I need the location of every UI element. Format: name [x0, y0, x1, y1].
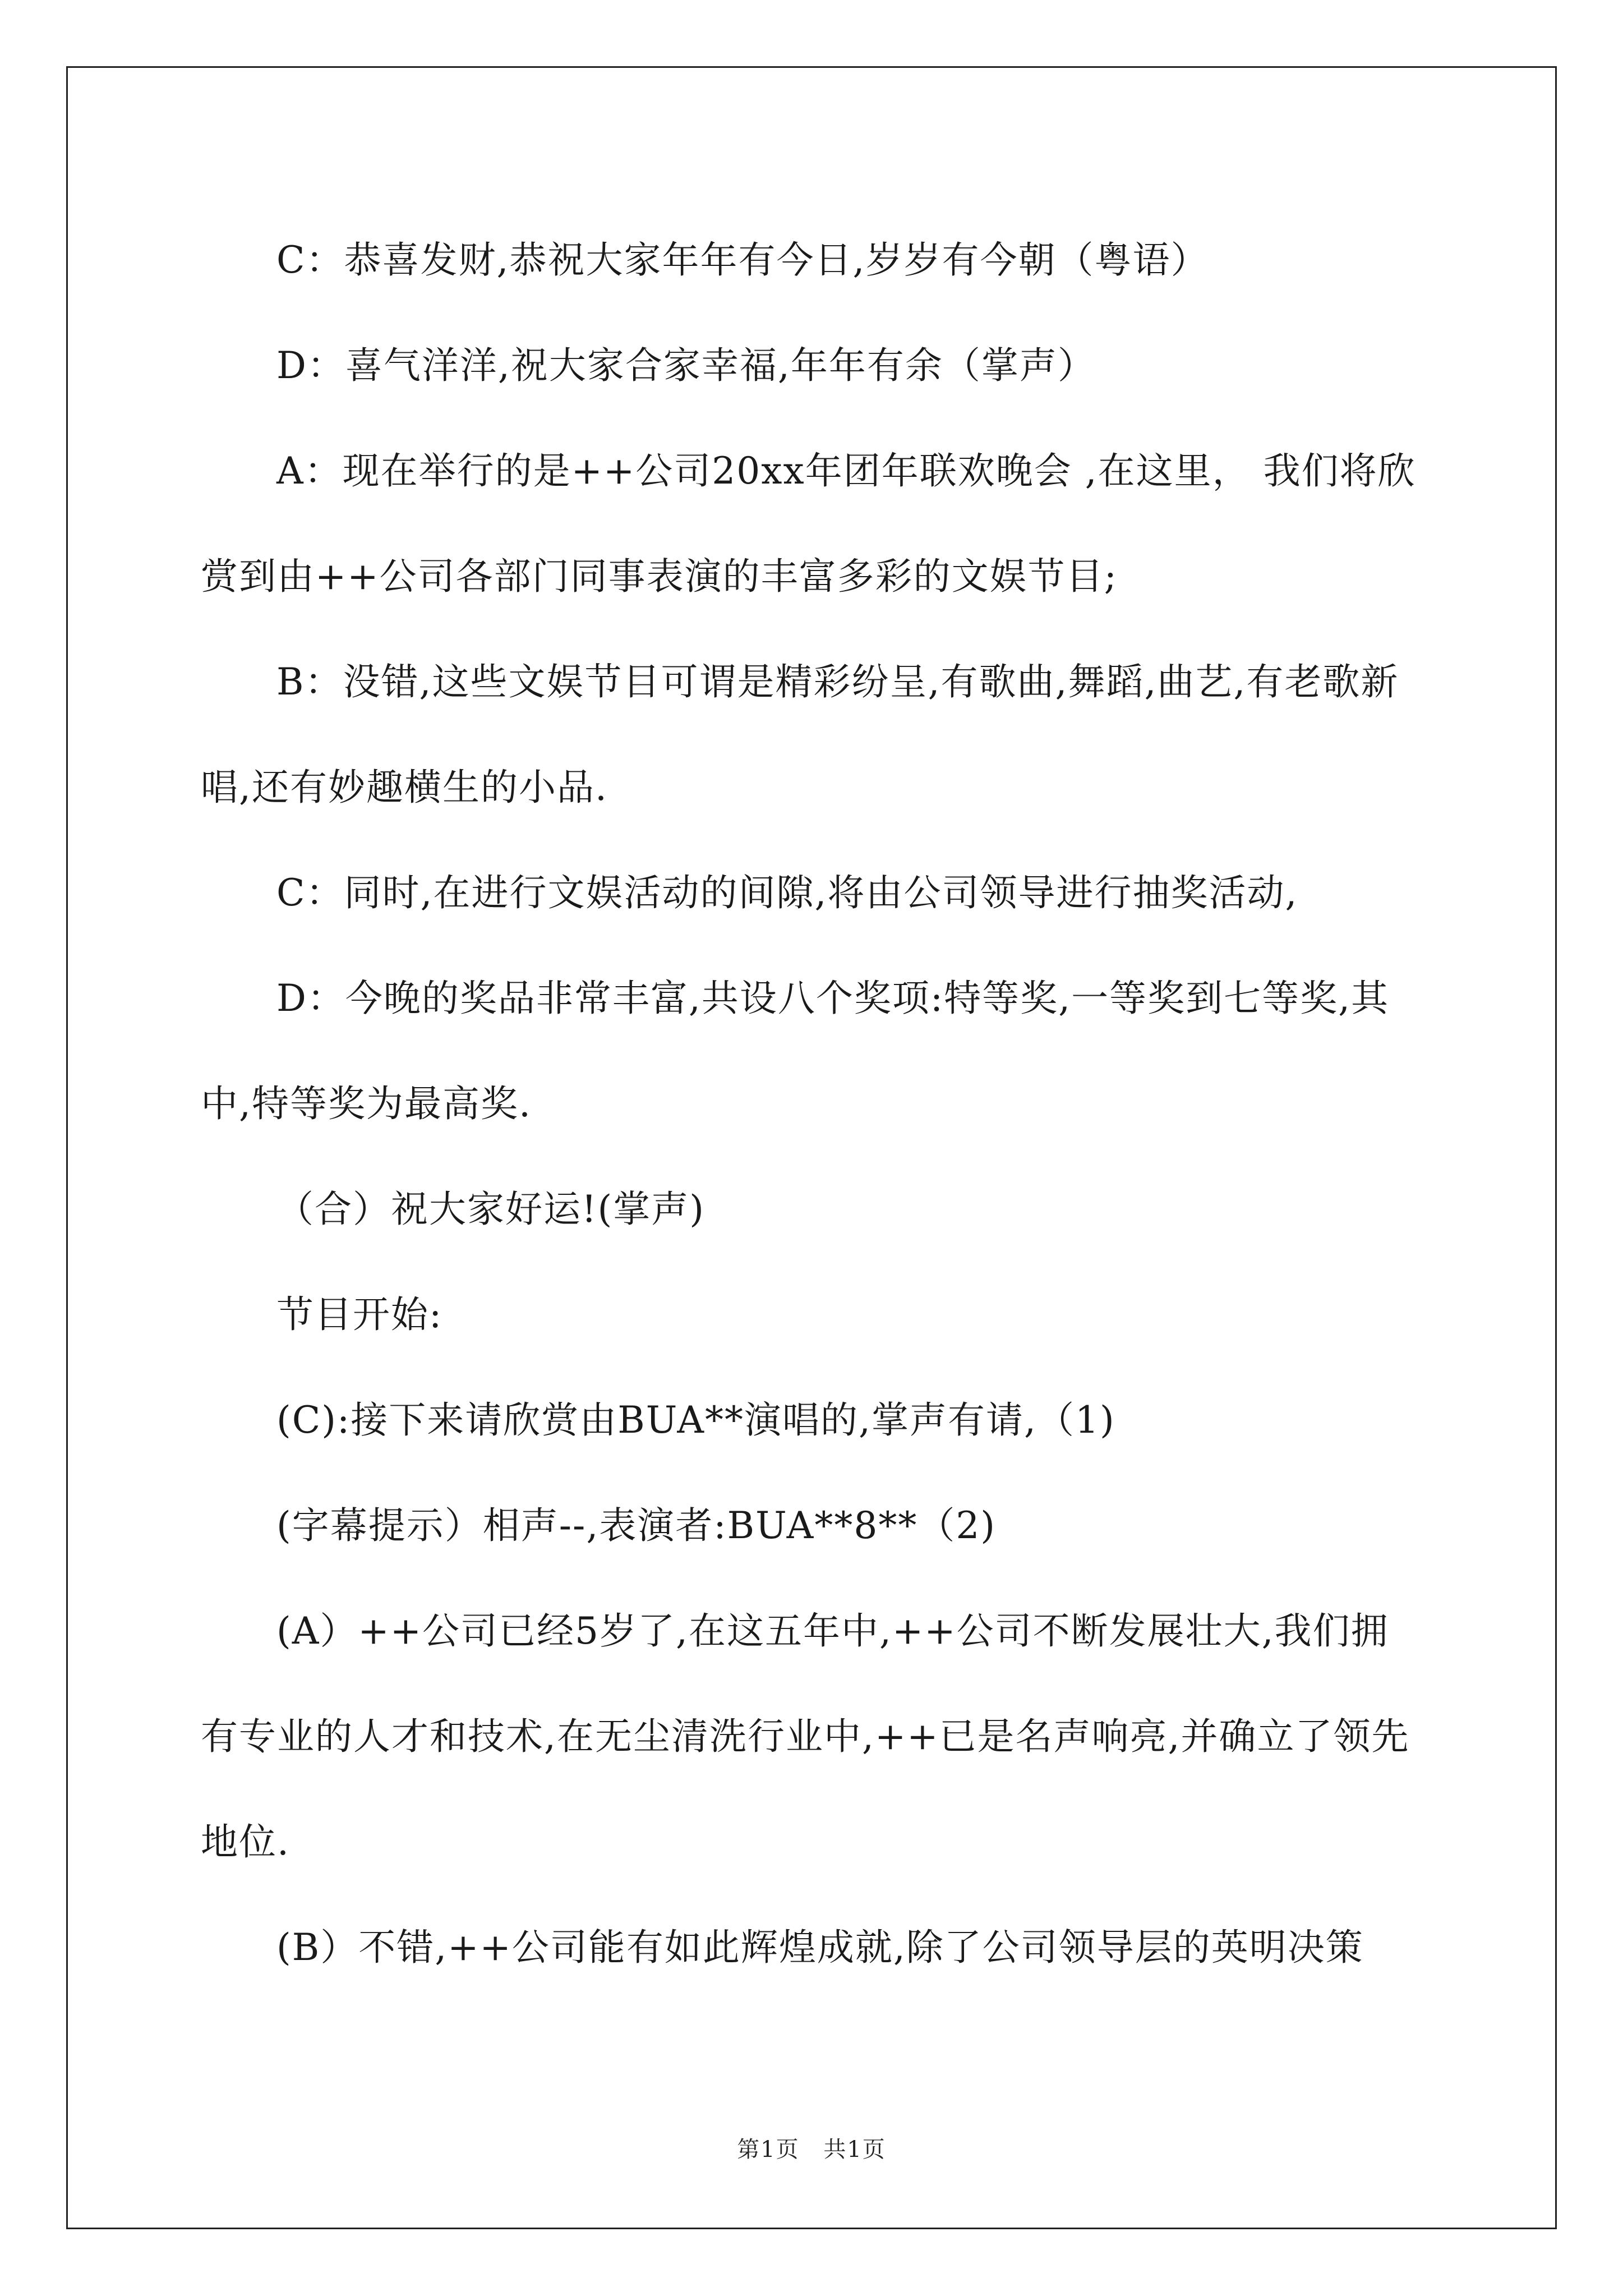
paragraph: B：没错,这些文娱节目可谓是精彩纷呈,有歌曲,舞蹈,曲艺,有老歌新唱,还有妙趣横生的小品. — [201, 660, 1399, 809]
paragraph: C：同时,在进行文娱活动的间隙,将由公司领导进行抽奖活动, — [276, 871, 1298, 914]
paragraph: A：现在举行的是++公司20xx年团年联欢晚会 ,在这里， 我们将欣赏到由++公司各部门同事表演的丰富多彩的文娱节目; — [201, 449, 1416, 598]
paragraph: (字幕提示）相声--,表演者:BUA**8**（2) — [276, 1504, 997, 1547]
paragraph: (A）++公司已经5岁了,在这五年中,++公司不断发展壮大,我们拥有专业的人才和技术,在无尘清洗行业中,++已是名声响亮,并确立了领先地位. — [201, 1609, 1410, 1864]
page-number-current: 第1页 — [737, 2137, 800, 2162]
paragraph: D：今晚的奖品非常丰富,共设八个奖项:特等奖,一等奖到七等奖,其中,特等奖为最高奖. — [201, 977, 1390, 1125]
paragraph: (C):接下来请欣赏由BUA**演唱的,掌声有请,（1) — [276, 1398, 1115, 1442]
page-footer — [0, 2132, 1623, 2164]
page-number-total: 共1页 — [823, 2137, 886, 2162]
paragraph: D：喜气洋洋,祝大家合家幸福,年年有余（掌声） — [276, 344, 1096, 387]
paragraph: （合）祝大家好运!(掌声) — [276, 1188, 706, 1231]
paragraph: (B）不错,++公司能有如此辉煌成就,除了公司领导层的英明决策 — [276, 1926, 1364, 1969]
document-body — [201, 208, 1423, 2000]
paragraph: C：恭喜发财,恭祝大家年年有今日,岁岁有今朝（粤语） — [276, 238, 1209, 282]
paragraph: 节目开始: — [276, 1293, 443, 1336]
